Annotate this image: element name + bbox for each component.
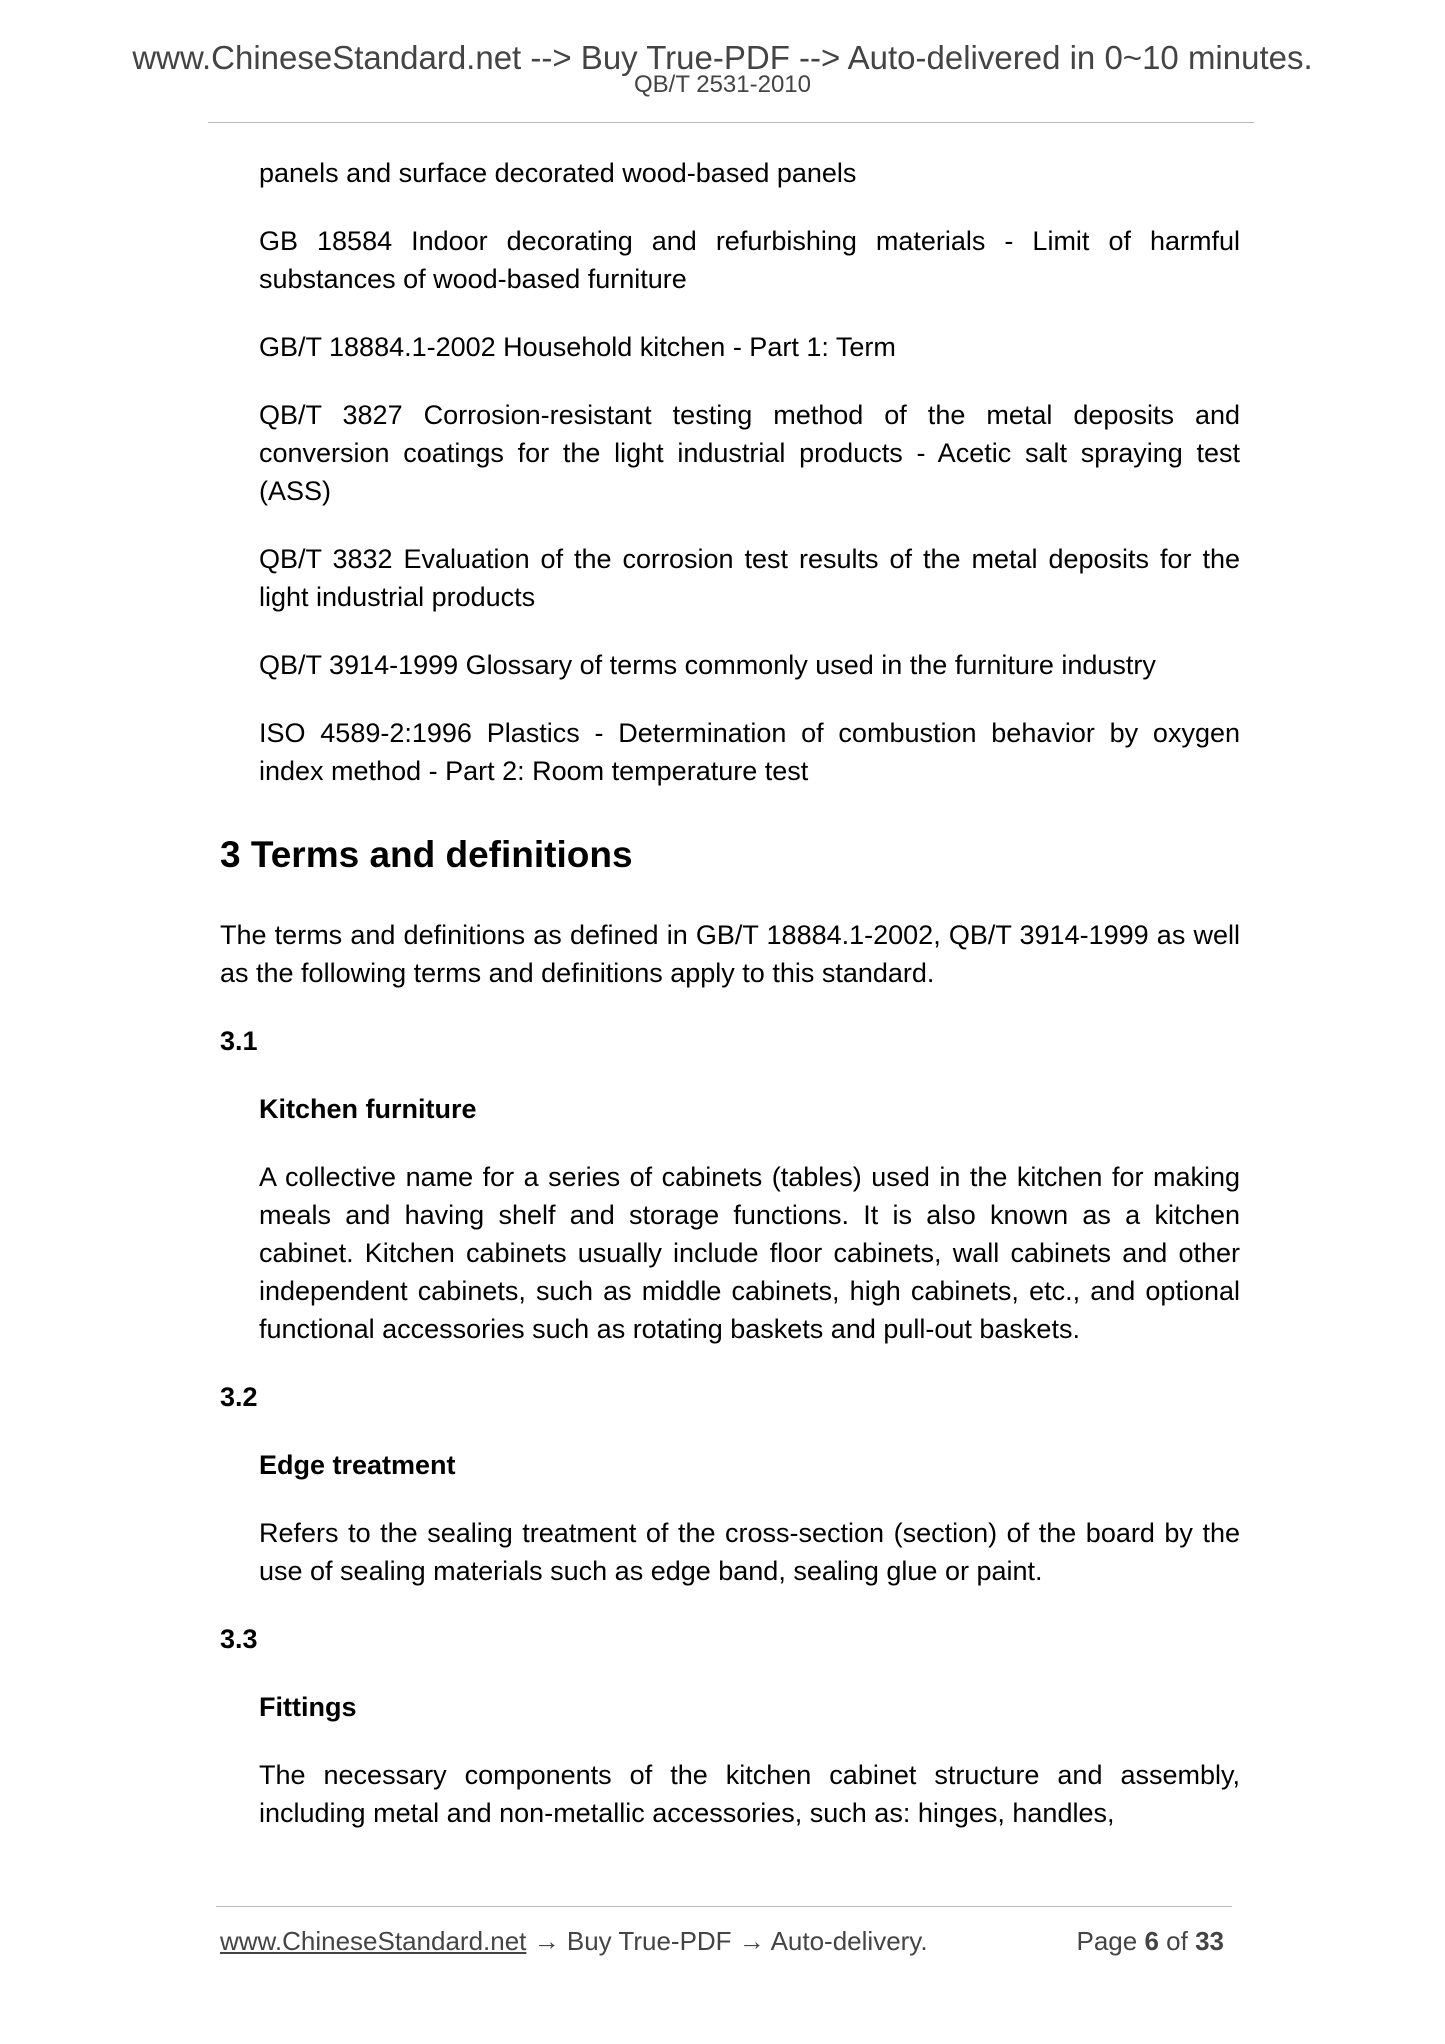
clause-3-3 (220, 1620, 1240, 1832)
header-divider (208, 122, 1254, 123)
page-of-label: of (1166, 1926, 1188, 1956)
reference-item: QB/T 3832 Evaluation of the corrosion test results of the metal deposits for the light industrial products (259, 544, 1240, 612)
clause-definition: Refers to the sealing treatment of the cross-section (section) of the board by the use of sealing materials such as edge band, sealing glue or paint. (259, 1518, 1240, 1586)
footer-promo (220, 1924, 928, 1958)
page-label: Page (1076, 1926, 1138, 1956)
clause-term: Kitchen furniture (259, 1094, 477, 1124)
document-id: QB/T 2531-2010 (633, 71, 811, 98)
reference-item: GB/T 18884.1-2002 Household kitchen - Part 1: Term (259, 332, 896, 362)
clause-term: Edge treatment (259, 1450, 456, 1480)
reference-item: QB/T 3914-1999 Glossary of terms commonly used in the furniture industry (259, 650, 1156, 680)
clause-definition: The necessary components of the kitchen cabinet structure and assembly, including metal and non-metallic accessories, such as: hinges, handles, (259, 1760, 1240, 1828)
clause-definition: A collective name for a series of cabinets (tables) used in the kitchen for making meals and having shelf and storage functions. It is also known as a kitchen cabinet. Kitchen cabinets usually include floor cabinets, wall cabinets and other independent cabinets, such as middle cabinets, high cabinets, etc., and optional functional accessories such as rotating baskets and pull-out baskets. (259, 1162, 1240, 1344)
clause-3-2 (220, 1378, 1240, 1590)
section-title: 3 Terms and definitions (220, 834, 633, 875)
document-body (220, 154, 1240, 1832)
clause-number: 3.3 (220, 1624, 258, 1654)
header-banner: www.ChineseStandard.net --> Buy True-PDF --> Auto-delivered in 0~10 minutes. (132, 39, 1313, 76)
footer-site-link[interactable]: www.ChineseStandard.net (220, 1926, 527, 1956)
clause-term: Fittings (259, 1692, 357, 1722)
total-page-count: 33 (1195, 1926, 1224, 1956)
reference-item: panels and surface decorated wood-based panels (259, 158, 857, 188)
section-intro: The terms and definitions as defined in GB/T 18884.1-2002, QB/T 3914-1999 as well as the following terms and definitions apply to this standard. (220, 920, 1240, 988)
clause-number: 3.2 (220, 1382, 258, 1412)
clause-3-1 (220, 1022, 1240, 1348)
page-indicator (1076, 1924, 1224, 1958)
clause-number: 3.1 (220, 1026, 258, 1056)
reference-item: ISO 4589-2:1996 Plastics - Determination of combustion behavior by oxygen index method - Part 2: Room temperature test (259, 718, 1240, 786)
reference-item: GB 18584 Indoor decorating and refurbishing materials - Limit of harmful substances of wood-based furniture (259, 226, 1240, 294)
normative-references-list (220, 154, 1240, 790)
footer-promo-text: → Buy True-PDF → Auto-delivery. (526, 1926, 928, 1956)
reference-item: QB/T 3827 Corrosion-resistant testing method of the metal deposits and conversion coatings for the light industrial products - Acetic salt spraying test (ASS) (259, 400, 1240, 506)
footer-divider (216, 1906, 1232, 1907)
current-page-number: 6 (1144, 1926, 1159, 1956)
